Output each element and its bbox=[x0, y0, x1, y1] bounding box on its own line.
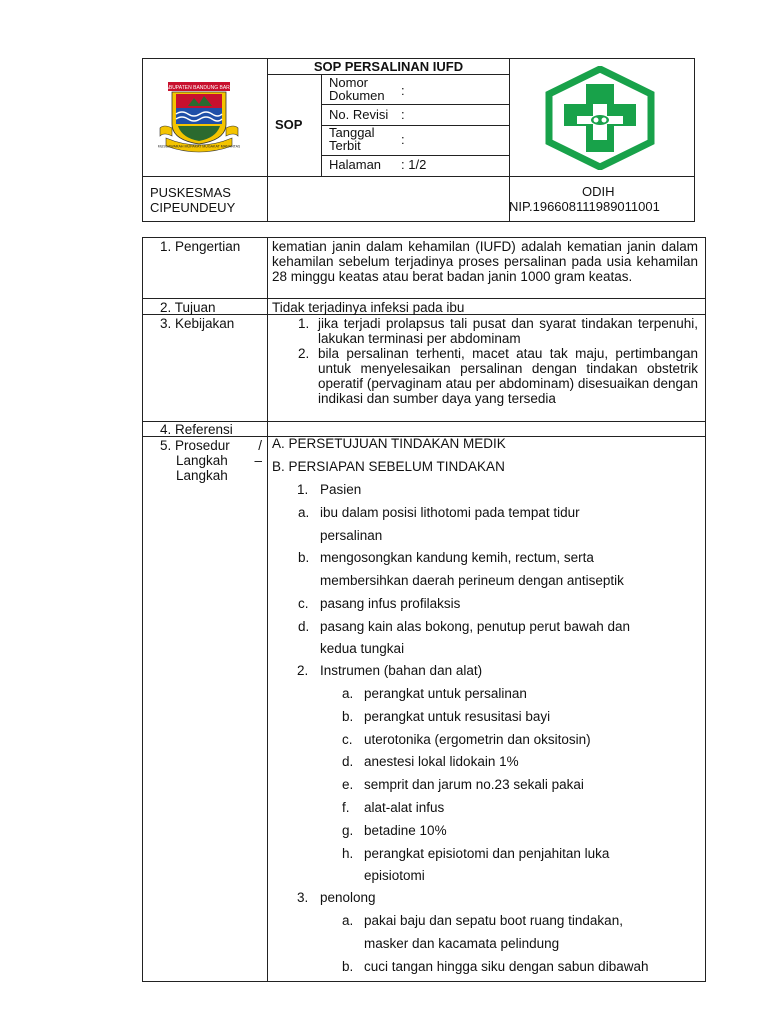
list-item: membersihkan daerah perineum dengan antiseptik bbox=[320, 573, 624, 588]
nomor-dokumen-value: : bbox=[401, 83, 405, 98]
list-item: perangkat episiotomi dan penjahitan luka bbox=[364, 846, 610, 861]
list-item: alat-alat infus bbox=[364, 800, 445, 815]
list-item: pasang infus profilaksis bbox=[320, 596, 461, 611]
instrumen-title: Instrumen (bahan dan alat) bbox=[320, 663, 483, 678]
list-item: betadine 10% bbox=[364, 823, 447, 838]
list-item: episiotomi bbox=[364, 868, 425, 883]
header-divider bbox=[267, 58, 268, 222]
penolong-number: 3. bbox=[297, 890, 309, 905]
section-label-tujuan: 2. Tujuan bbox=[160, 300, 216, 315]
list-item: pasang kain alas bokong, penutup perut bawah dan bbox=[320, 619, 630, 634]
pasien-title: Pasien bbox=[320, 482, 362, 497]
list-item: semprit dan jarum no.23 sekali pakai bbox=[364, 777, 584, 792]
no-revisi-value: : bbox=[401, 107, 405, 122]
list-item: mengosongkan kandung kemih, rectum, serta bbox=[320, 550, 594, 565]
list-marker: e. bbox=[342, 777, 354, 792]
kabupaten-logo-icon bbox=[158, 78, 240, 158]
svg-text:MUSSAWARAH MUPAKAT MUGAKAT MAN: MUSSAWARAH MUPAKAT MUGAKAT MANANTAS bbox=[158, 144, 240, 149]
instrumen-number: 2. bbox=[297, 663, 309, 678]
list-marker: h. bbox=[342, 846, 354, 861]
header-divider bbox=[321, 104, 510, 105]
page-title: SOP PERSALINAN IUFD bbox=[313, 59, 464, 74]
list-marker: c. bbox=[298, 596, 309, 611]
institution-name bbox=[150, 185, 235, 215]
header-divider bbox=[509, 58, 510, 222]
list-marker: b. bbox=[298, 550, 310, 565]
header-divider bbox=[321, 155, 510, 156]
list-item: anestesi lokal lidokain 1% bbox=[364, 754, 519, 769]
content-divider bbox=[267, 237, 268, 982]
svg-text:KABUPATEN BANDUNG BARAT: KABUPATEN BANDUNG BARAT bbox=[162, 85, 236, 91]
list-marker: g. bbox=[342, 823, 354, 838]
list-marker: b. bbox=[342, 959, 354, 974]
tanggal-terbit-value: : bbox=[401, 132, 405, 147]
header-divider bbox=[142, 176, 695, 177]
list-marker: d. bbox=[298, 619, 310, 634]
list-item: perangkat untuk persalinan bbox=[364, 686, 527, 701]
list-marker: b. bbox=[342, 709, 354, 724]
list-marker: f. bbox=[342, 800, 350, 815]
kebijakan-item-1: jika terjadi prolapsus tali pusat dan syarat tindakan terpenuhi, lakukan terminasi per abdominam bbox=[318, 316, 698, 346]
signer-name: ODIH bbox=[582, 184, 615, 199]
list-marker: c. bbox=[342, 732, 353, 747]
kebijakan-num-2: 2. bbox=[298, 346, 310, 361]
pengertian-text: kematian janin dalam kehamilan (IUFD) adalah kematian janin dalam kehamilan sebelum terjadinya proses persalinan pada usia kehamilan 28 minggu keatas atau berat badan janin 1000 gram keatas. bbox=[272, 239, 698, 284]
section-label-kebijakan: 3. Kebijakan bbox=[160, 316, 235, 331]
content-divider bbox=[142, 298, 706, 299]
penolong-title: penolong bbox=[320, 890, 376, 905]
section-label-pengertian: 1. Pengertian bbox=[160, 239, 241, 254]
pasien-number: 1. bbox=[297, 482, 309, 497]
list-marker: a. bbox=[342, 913, 354, 928]
list-item: cuci tangan hingga siku dengan sabun dibawah bbox=[364, 959, 649, 974]
institution-line1: PUSKESMAS bbox=[150, 185, 231, 200]
puskesmas-logo-icon bbox=[543, 66, 657, 170]
section-label-referensi: 4. Referensi bbox=[160, 422, 233, 437]
list-marker: a. bbox=[342, 686, 354, 701]
signer-nip: NIP.196608111989011001 bbox=[509, 199, 660, 214]
sop-label: SOP bbox=[275, 117, 303, 132]
list-item: perangkat untuk resusitasi bayi bbox=[364, 709, 551, 724]
list-item: persalinan bbox=[320, 528, 383, 543]
list-marker: d. bbox=[342, 754, 354, 769]
halaman-value: : 1/2 bbox=[401, 157, 427, 172]
institution-line2: CIPEUNDEUY bbox=[150, 200, 236, 215]
list-item: kedua tungkai bbox=[320, 641, 405, 656]
no-revisi-label: No. Revisi bbox=[329, 107, 389, 122]
list-marker: a. bbox=[298, 505, 310, 520]
procedure-heading-a: A. PERSETUJUAN TINDAKAN MEDIK bbox=[272, 436, 506, 451]
list-item: masker dan kacamata pelindung bbox=[364, 936, 560, 951]
halaman-label: Halaman bbox=[329, 157, 382, 172]
section-label-prosedur: 5. Prosedur / Langkah – Langkah bbox=[160, 438, 262, 483]
header-divider bbox=[267, 74, 510, 75]
procedure-heading-b: B. PERSIAPAN SEBELUM TINDAKAN bbox=[272, 459, 505, 474]
kebijakan-item-2: bila persalinan terhenti, macet atau tak maju, pertimbangan untuk menyelesaikan persalinan dengan tindakan obstetrik operatif (pervaginam atau per abdominam) disesuaikan dengan indikasi dan sumber daya yang tersedia bbox=[318, 346, 698, 406]
list-item: uterotonika (ergometrin dan oksitosin) bbox=[364, 732, 591, 747]
kebijakan-num-1: 1. bbox=[298, 316, 310, 331]
list-item: ibu dalam posisi lithotomi pada tempat tidur bbox=[320, 505, 580, 520]
tujuan-text: Tidak terjadinya infeksi pada ibu bbox=[272, 300, 465, 315]
nomor-dokumen-label: Nomor Dokumen bbox=[329, 75, 385, 103]
tanggal-terbit-label: Tanggal Terbit bbox=[329, 125, 375, 153]
list-item: pakai baju dan sepatu boot ruang tindakan, bbox=[364, 913, 623, 928]
